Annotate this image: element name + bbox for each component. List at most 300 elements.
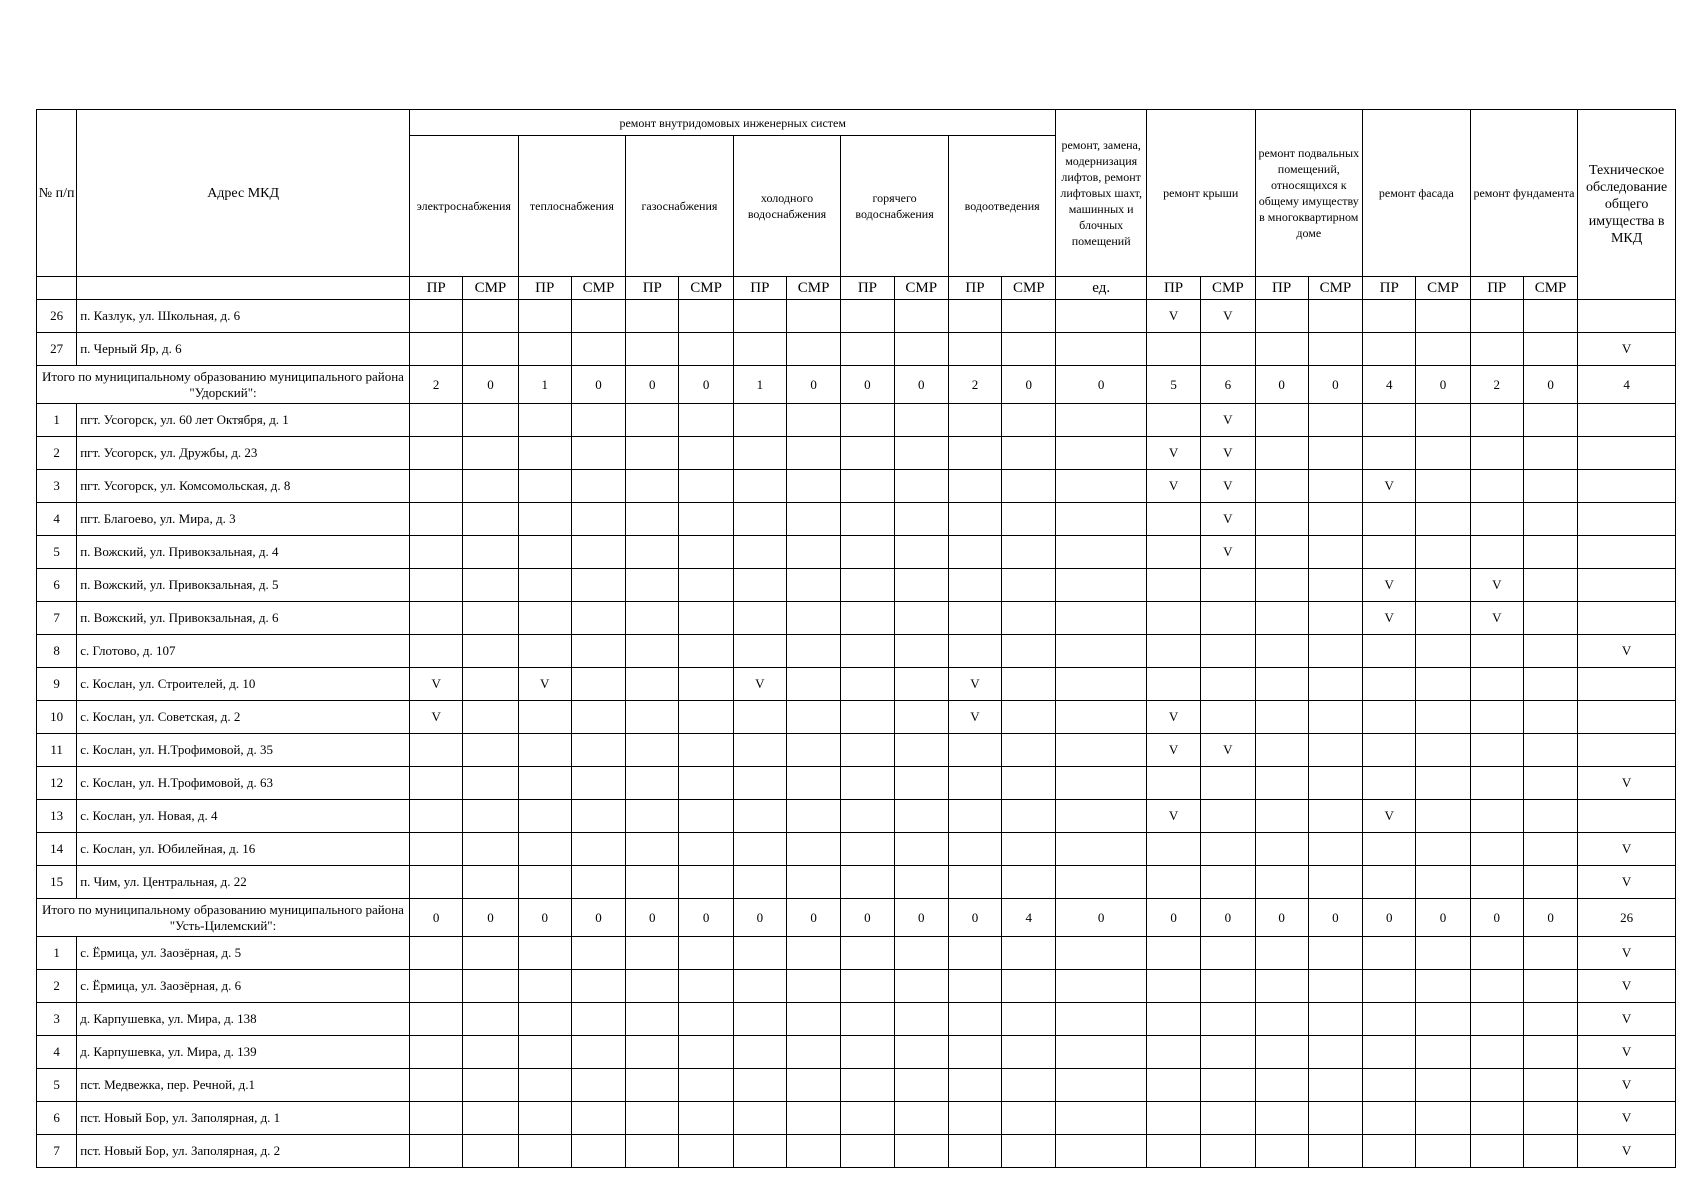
mark-cell — [1523, 1069, 1577, 1102]
mark-cell — [571, 569, 625, 602]
mark-cell — [626, 1003, 679, 1036]
total-cell: 0 — [518, 899, 571, 937]
mark-cell — [518, 1135, 571, 1168]
mark-cell — [1308, 437, 1362, 470]
mark-cell — [1363, 767, 1416, 800]
mark-cell — [1416, 635, 1470, 668]
mark-cell — [1146, 536, 1200, 569]
mark-cell — [787, 404, 841, 437]
mark-cell — [518, 536, 571, 569]
heat-header: теплоснабжения — [518, 136, 626, 277]
mark-cell — [1523, 1003, 1577, 1036]
mark-cell — [1578, 437, 1676, 470]
mark-cell — [841, 437, 894, 470]
col-address-header: Адрес МКД — [77, 110, 410, 277]
mark-cell — [841, 536, 894, 569]
mark-cell — [1470, 404, 1523, 437]
mark-cell — [1002, 767, 1056, 800]
table-row — [37, 404, 1676, 437]
mark-cell — [1308, 1036, 1362, 1069]
mark-cell — [1255, 970, 1308, 1003]
mark-cell — [1470, 333, 1523, 366]
total-cell: 0 — [571, 366, 625, 404]
mark-cell — [1308, 470, 1362, 503]
gas-header: газоснабжения — [626, 136, 734, 277]
table-row — [37, 767, 1676, 800]
pr-header: ПР — [1146, 277, 1200, 300]
mark-cell — [1308, 800, 1362, 833]
row-address: с. Кослан, ул. Н.Трофимовой, д. 35 — [77, 734, 410, 767]
mark-cell — [1201, 866, 1255, 899]
mark-cell — [1363, 1102, 1416, 1135]
row-number: 1 — [37, 404, 77, 437]
mark-cell — [1146, 833, 1200, 866]
row-address: пст. Медвежка, пер. Речной, д.1 — [77, 1069, 410, 1102]
total-cell: 0 — [1201, 899, 1255, 937]
mark-cell — [679, 833, 733, 866]
mark-cell: V — [1363, 800, 1416, 833]
mark-cell: V — [1146, 470, 1200, 503]
mark-cell — [463, 602, 518, 635]
mark-cell: V — [1146, 800, 1200, 833]
mark-cell — [518, 437, 571, 470]
mark-cell — [733, 333, 786, 366]
mark-cell — [518, 300, 571, 333]
mark-cell — [1363, 635, 1416, 668]
row-number: 8 — [37, 635, 77, 668]
mark-cell — [571, 970, 625, 1003]
mark-cell — [679, 937, 733, 970]
mark-cell — [1416, 1003, 1470, 1036]
mark-cell — [626, 333, 679, 366]
mark-cell — [626, 800, 679, 833]
mark-cell — [787, 970, 841, 1003]
table-row — [37, 1135, 1676, 1168]
units-header: ед. — [1056, 277, 1146, 300]
mark-cell — [1146, 1102, 1200, 1135]
mark-cell — [841, 734, 894, 767]
mark-cell — [1146, 1003, 1200, 1036]
mark-cell — [1146, 767, 1200, 800]
mark-cell — [1578, 701, 1676, 734]
mark-cell — [841, 937, 894, 970]
total-cell: 0 — [1308, 899, 1362, 937]
mark-cell — [948, 800, 1001, 833]
mark-cell — [787, 1102, 841, 1135]
mark-cell — [1578, 734, 1676, 767]
mark-cell — [1146, 503, 1200, 536]
mark-cell — [1056, 833, 1146, 866]
mark-cell — [1002, 536, 1056, 569]
total-cell: 2 — [1470, 366, 1523, 404]
mark-cell — [1363, 1135, 1416, 1168]
mark-cell — [626, 1135, 679, 1168]
mark-cell — [626, 1069, 679, 1102]
mark-cell — [1470, 833, 1523, 866]
mark-cell — [463, 503, 518, 536]
mark-cell — [1523, 1135, 1577, 1168]
mark-cell: V — [1146, 734, 1200, 767]
mark-cell — [410, 833, 463, 866]
mark-cell — [518, 470, 571, 503]
mark-cell — [1416, 1036, 1470, 1069]
smr-header: СМР — [1523, 277, 1577, 300]
mark-cell — [626, 937, 679, 970]
row-number: 2 — [37, 970, 77, 1003]
mark-cell — [1308, 536, 1362, 569]
mark-cell — [1523, 635, 1577, 668]
mark-cell — [679, 767, 733, 800]
mark-cell — [1416, 333, 1470, 366]
mark-cell — [679, 569, 733, 602]
mark-cell — [733, 404, 786, 437]
row-number: 9 — [37, 668, 77, 701]
mark-cell — [894, 437, 948, 470]
mark-cell — [841, 970, 894, 1003]
total-cell: 0 — [841, 366, 894, 404]
mark-cell — [1523, 470, 1577, 503]
smr-header: СМР — [1416, 277, 1470, 300]
total-cell: 0 — [1416, 366, 1470, 404]
total-cell: 0 — [1056, 899, 1146, 937]
mark-cell — [1056, 437, 1146, 470]
mark-cell — [733, 1036, 786, 1069]
electric-header: электроснабжения — [410, 136, 519, 277]
mark-cell — [1255, 300, 1308, 333]
mark-cell — [518, 602, 571, 635]
table-row — [37, 734, 1676, 767]
table-row — [37, 602, 1676, 635]
col-num-sub — [37, 277, 77, 300]
mark-cell — [571, 404, 625, 437]
mark-cell — [1363, 937, 1416, 970]
total-cell: 0 — [787, 366, 841, 404]
mark-cell — [463, 569, 518, 602]
mark-cell — [1002, 1135, 1056, 1168]
mark-cell — [1363, 404, 1416, 437]
table-row — [37, 1069, 1676, 1102]
mark-cell — [410, 1036, 463, 1069]
mark-cell — [894, 602, 948, 635]
mark-cell — [518, 1102, 571, 1135]
mark-cell — [571, 866, 625, 899]
mark-cell — [679, 734, 733, 767]
smr-header: СМР — [1002, 277, 1056, 300]
mark-cell — [948, 536, 1001, 569]
mark-cell — [787, 1135, 841, 1168]
mark-cell — [1470, 1102, 1523, 1135]
mark-cell: V — [1146, 437, 1200, 470]
mark-cell — [1255, 800, 1308, 833]
mark-cell — [1470, 970, 1523, 1003]
mark-cell — [1056, 866, 1146, 899]
mark-cell — [1002, 635, 1056, 668]
mark-cell: V — [1578, 1102, 1676, 1135]
col-address-sub — [77, 277, 410, 300]
total-row — [37, 366, 1676, 404]
mark-cell — [1416, 437, 1470, 470]
mark-cell — [410, 503, 463, 536]
mark-cell — [1056, 470, 1146, 503]
mark-cell — [1523, 701, 1577, 734]
mark-cell — [1470, 701, 1523, 734]
mark-cell — [841, 404, 894, 437]
mark-cell — [463, 734, 518, 767]
inspection-header: Техническое обследование общего имущества в МКД — [1578, 110, 1676, 300]
mark-cell — [1201, 833, 1255, 866]
mark-cell — [894, 536, 948, 569]
row-address: с. Глотово, д. 107 — [77, 635, 410, 668]
mark-cell — [571, 503, 625, 536]
mark-cell — [626, 833, 679, 866]
mark-cell — [894, 701, 948, 734]
mark-cell — [1416, 668, 1470, 701]
total-cell: 5 — [1146, 366, 1200, 404]
mark-cell — [518, 1036, 571, 1069]
mark-cell — [571, 734, 625, 767]
mark-cell — [626, 536, 679, 569]
row-number: 27 — [37, 333, 77, 366]
mark-cell — [1056, 767, 1146, 800]
mark-cell — [626, 701, 679, 734]
mark-cell — [1255, 1102, 1308, 1135]
mark-cell — [948, 503, 1001, 536]
mark-cell — [1255, 1135, 1308, 1168]
mark-cell — [733, 1102, 786, 1135]
mark-cell — [1308, 404, 1362, 437]
row-number: 15 — [37, 866, 77, 899]
lifts-header: ремонт, замена, модернизация лифтов, ремонт лифтовых шахт, машинных и блочных помещений — [1056, 110, 1146, 277]
mark-cell — [948, 569, 1001, 602]
mark-cell — [733, 300, 786, 333]
row-number: 13 — [37, 800, 77, 833]
mark-cell — [1308, 734, 1362, 767]
mark-cell — [1201, 767, 1255, 800]
mark-cell — [1255, 437, 1308, 470]
cold-water-header: холодного водоснабжения — [733, 136, 841, 277]
row-address: с. Ёрмица, ул. Заозёрная, д. 5 — [77, 937, 410, 970]
mark-cell — [1308, 1102, 1362, 1135]
table-row — [37, 536, 1676, 569]
col-num-header: № п/п — [37, 110, 77, 277]
mark-cell — [410, 734, 463, 767]
mark-cell — [518, 503, 571, 536]
mark-cell — [518, 333, 571, 366]
mark-cell — [463, 800, 518, 833]
mark-cell — [841, 635, 894, 668]
mark-cell — [1002, 470, 1056, 503]
mark-cell — [1146, 970, 1200, 1003]
mark-cell — [571, 668, 625, 701]
mark-cell — [626, 569, 679, 602]
mark-cell — [1056, 970, 1146, 1003]
mark-cell: V — [1578, 635, 1676, 668]
mark-cell — [1002, 701, 1056, 734]
total-cell: 0 — [894, 899, 948, 937]
mark-cell — [410, 437, 463, 470]
mark-cell — [1056, 536, 1146, 569]
mark-cell — [1201, 800, 1255, 833]
mark-cell — [1146, 404, 1200, 437]
total-cell: 0 — [948, 899, 1001, 937]
mark-cell — [1255, 503, 1308, 536]
mark-cell — [1523, 734, 1577, 767]
mark-cell — [571, 333, 625, 366]
mark-cell — [679, 1102, 733, 1135]
mark-cell: V — [1363, 602, 1416, 635]
mark-cell — [894, 937, 948, 970]
mark-cell — [841, 668, 894, 701]
mark-cell — [1523, 800, 1577, 833]
row-number: 7 — [37, 602, 77, 635]
mark-cell — [733, 937, 786, 970]
mark-cell — [733, 1003, 786, 1036]
mark-cell — [463, 1135, 518, 1168]
mark-cell — [894, 404, 948, 437]
mark-cell — [1416, 1135, 1470, 1168]
mark-cell — [841, 470, 894, 503]
row-address: п. Черный Яр, д. 6 — [77, 333, 410, 366]
mark-cell: V — [1578, 767, 1676, 800]
mark-cell — [1308, 602, 1362, 635]
mark-cell — [787, 937, 841, 970]
mark-cell — [1523, 602, 1577, 635]
row-address: пст. Новый Бор, ул. Заполярная, д. 2 — [77, 1135, 410, 1168]
mark-cell — [463, 333, 518, 366]
mark-cell — [518, 970, 571, 1003]
mark-cell — [1523, 767, 1577, 800]
mark-cell — [787, 833, 841, 866]
total-cell: 26 — [1578, 899, 1676, 937]
table-row — [37, 970, 1676, 1003]
mark-cell — [1523, 866, 1577, 899]
table-row — [37, 1036, 1676, 1069]
mark-cell: V — [1470, 602, 1523, 635]
mark-cell: V — [1470, 569, 1523, 602]
mark-cell — [948, 1036, 1001, 1069]
mark-cell — [841, 800, 894, 833]
mark-cell — [463, 866, 518, 899]
mark-cell: V — [1578, 833, 1676, 866]
mark-cell — [948, 970, 1001, 1003]
mark-cell — [1363, 668, 1416, 701]
mark-cell — [463, 300, 518, 333]
mark-cell — [1002, 404, 1056, 437]
mark-cell — [1002, 970, 1056, 1003]
mark-cell: V — [1578, 1135, 1676, 1168]
mark-cell — [1002, 866, 1056, 899]
mark-cell — [948, 333, 1001, 366]
mark-cell — [1002, 668, 1056, 701]
mark-cell — [1056, 1036, 1146, 1069]
mark-cell — [1308, 569, 1362, 602]
facade-header: ремонт фасада — [1363, 110, 1471, 277]
mark-cell — [679, 1135, 733, 1168]
mark-cell — [463, 536, 518, 569]
mark-cell — [1363, 833, 1416, 866]
mark-cell — [571, 1003, 625, 1036]
row-number: 3 — [37, 470, 77, 503]
mark-cell — [787, 1069, 841, 1102]
total-cell: 0 — [1056, 366, 1146, 404]
mark-cell: V — [1578, 1036, 1676, 1069]
mark-cell — [948, 1102, 1001, 1135]
mark-cell — [787, 1036, 841, 1069]
mark-cell — [787, 800, 841, 833]
row-address: п. Вожский, ул. Привокзальная, д. 6 — [77, 602, 410, 635]
mark-cell — [1363, 734, 1416, 767]
pr-header: ПР — [518, 277, 571, 300]
mark-cell — [1470, 503, 1523, 536]
mark-cell — [787, 536, 841, 569]
mark-cell — [679, 536, 733, 569]
mark-cell — [1056, 701, 1146, 734]
total-cell: 0 — [894, 366, 948, 404]
mark-cell — [1416, 300, 1470, 333]
total-cell: 0 — [1416, 899, 1470, 937]
mark-cell: V — [1201, 536, 1255, 569]
table-row — [37, 300, 1676, 333]
mark-cell — [1523, 970, 1577, 1003]
mark-cell — [626, 668, 679, 701]
mark-cell — [1523, 404, 1577, 437]
mark-cell — [841, 1003, 894, 1036]
mark-cell — [787, 470, 841, 503]
mark-cell — [463, 404, 518, 437]
mark-cell: V — [1201, 503, 1255, 536]
mark-cell — [463, 937, 518, 970]
mark-cell — [1056, 734, 1146, 767]
mark-cell — [410, 937, 463, 970]
total-cell: 0 — [1363, 899, 1416, 937]
row-address: п. Казлук, ул. Школьная, д. 6 — [77, 300, 410, 333]
mark-cell — [410, 300, 463, 333]
row-number: 6 — [37, 569, 77, 602]
mark-cell — [733, 635, 786, 668]
mark-cell — [679, 668, 733, 701]
mark-cell — [1308, 668, 1362, 701]
smr-header: СМР — [787, 277, 841, 300]
mark-cell — [518, 833, 571, 866]
mark-cell — [410, 1135, 463, 1168]
mark-cell — [1146, 635, 1200, 668]
row-address: пгт. Усогорск, ул. 60 лет Октября, д. 1 — [77, 404, 410, 437]
row-address: с. Кослан, ул. Новая, д. 4 — [77, 800, 410, 833]
mark-cell — [410, 635, 463, 668]
mark-cell — [1002, 569, 1056, 602]
mark-cell — [894, 800, 948, 833]
mark-cell — [787, 767, 841, 800]
mark-cell — [1146, 937, 1200, 970]
mark-cell — [1363, 701, 1416, 734]
mark-cell — [410, 767, 463, 800]
mark-cell — [679, 1069, 733, 1102]
mark-cell — [1523, 437, 1577, 470]
mark-cell — [733, 866, 786, 899]
mark-cell — [626, 300, 679, 333]
mark-cell — [1578, 569, 1676, 602]
mark-cell — [626, 437, 679, 470]
mark-cell — [1146, 668, 1200, 701]
mark-cell — [679, 866, 733, 899]
mark-cell — [1146, 602, 1200, 635]
row-address: с. Кослан, ул. Советская, д. 2 — [77, 701, 410, 734]
mark-cell — [894, 1003, 948, 1036]
total-cell: 0 — [1308, 366, 1362, 404]
mark-cell — [463, 1069, 518, 1102]
mark-cell — [1308, 1135, 1362, 1168]
row-number: 5 — [37, 536, 77, 569]
